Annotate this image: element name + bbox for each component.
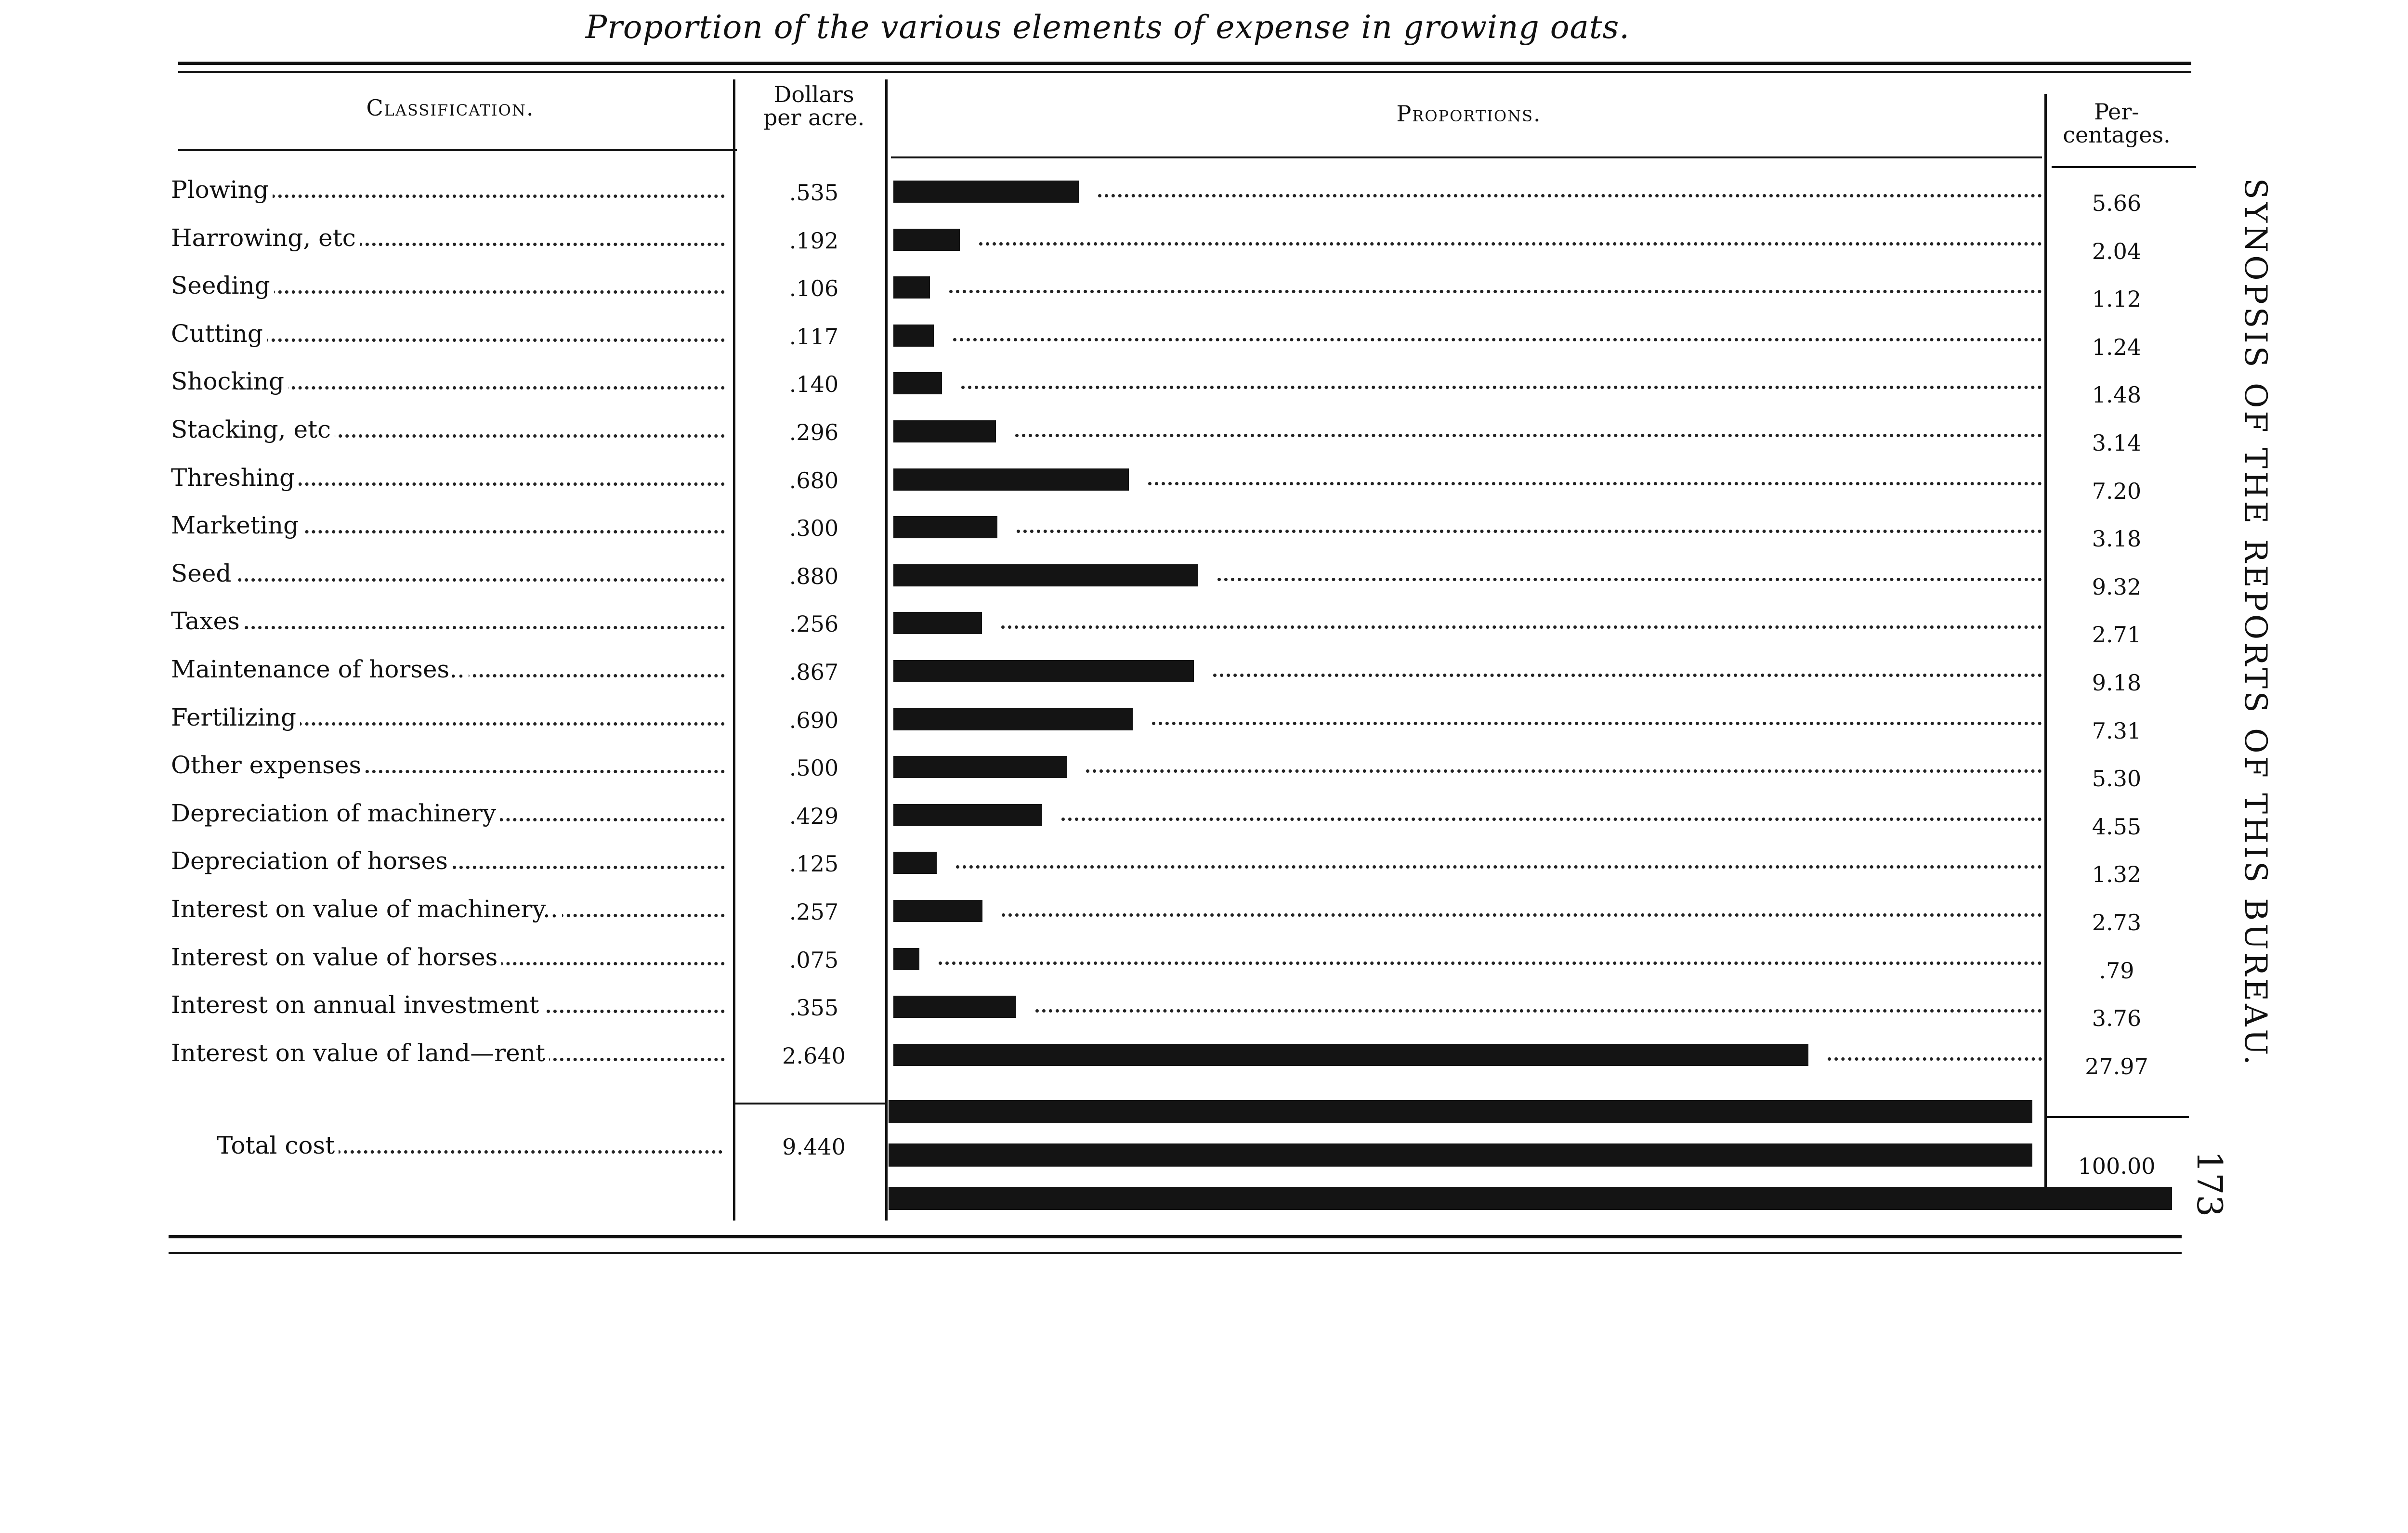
row-percent: 9.18	[2092, 670, 2142, 696]
row-label-text: Threshing	[171, 464, 299, 492]
row-dollars: .429	[789, 803, 839, 829]
header-rule-mid	[891, 156, 2042, 158]
data-bar	[893, 468, 1129, 491]
total-rule-dollars	[733, 1103, 885, 1104]
data-bar	[893, 181, 1079, 203]
row-dollars: .680	[789, 467, 839, 494]
header-dollars	[737, 83, 891, 129]
header-dollars-line2: per acre.	[763, 104, 865, 130]
total-label: Total cost	[217, 1131, 339, 1159]
bar-leader	[1001, 625, 2042, 629]
data-bar	[893, 804, 1042, 826]
row-percent: 2.73	[2092, 909, 2142, 935]
bar-leader	[1217, 578, 2042, 581]
row-percent: 1.12	[2092, 286, 2142, 312]
row-percent: .79	[2099, 957, 2134, 984]
page-number: 173	[2189, 1151, 2230, 1217]
data-bar	[893, 996, 1016, 1018]
row-label	[171, 559, 725, 588]
row-dollars: .300	[789, 515, 839, 542]
bar-leader	[953, 338, 2042, 341]
row-dollars: .256	[789, 611, 839, 637]
divider-dollars-left	[733, 79, 735, 1221]
row-label	[171, 416, 725, 444]
row-dollars: .075	[789, 947, 839, 973]
row-label-text: Marketing	[171, 511, 302, 539]
row-percent: 3.14	[2092, 430, 2142, 456]
row-percent: 27.97	[2085, 1053, 2148, 1079]
row-percent: 4.55	[2092, 813, 2142, 840]
data-bar	[893, 756, 1067, 778]
bar-leader	[1002, 913, 2042, 917]
row-label-text: Interest on value of horses	[171, 943, 501, 971]
row-percent: 5.30	[2092, 766, 2142, 792]
divider-percent-left	[2044, 94, 2047, 1192]
row-label-text: Maintenance of horses..	[171, 655, 469, 683]
row-dollars: .125	[789, 851, 839, 877]
chart-title: Proportion of the various elements of expense in growing oats.	[585, 9, 1630, 46]
row-label	[171, 1039, 725, 1068]
row-label	[171, 176, 725, 205]
row-percent: 7.20	[2092, 478, 2142, 504]
bar-leader	[979, 242, 2042, 246]
row-dollars: .867	[789, 659, 839, 685]
total-bar-segment	[889, 1187, 2172, 1210]
row-percent: 9.32	[2092, 573, 2142, 600]
header-percentages-line1: Per-	[2094, 99, 2139, 125]
data-bar	[893, 276, 930, 299]
data-bar	[893, 564, 1198, 586]
row-label	[171, 511, 725, 540]
row-label-text: Depreciation of horses	[171, 847, 452, 875]
row-dollars: .500	[789, 755, 839, 781]
side-title: SYNOPSIS OF THE REPORTS OF THIS BUREAU.	[2238, 178, 2273, 1068]
row-dollars: .106	[789, 275, 839, 302]
row-label-text: Shocking	[171, 367, 288, 395]
total-label-row	[217, 1131, 722, 1160]
data-bar	[893, 516, 997, 538]
header-classification: Classification.	[366, 95, 535, 121]
row-dollars: .140	[789, 371, 839, 398]
bar-leader	[1152, 722, 2042, 725]
top-rule-1	[178, 62, 2191, 65]
data-bar	[893, 229, 960, 251]
row-dollars: 2.640	[782, 1042, 846, 1069]
bottom-rule-1	[169, 1235, 2182, 1238]
row-dollars: .257	[789, 899, 839, 925]
bar-leader	[1828, 1057, 2042, 1061]
row-label	[171, 320, 725, 349]
bottom-rule-2	[169, 1252, 2182, 1254]
header-rule-right	[2052, 166, 2196, 168]
row-dollars: .535	[789, 180, 839, 206]
total-dollars: 9.440	[782, 1134, 846, 1160]
row-label-text: Harrowing, etc	[171, 224, 360, 252]
bar-leader	[1098, 194, 2042, 197]
row-label	[171, 895, 725, 924]
row-percent: 7.31	[2092, 717, 2142, 744]
row-label	[171, 991, 725, 1020]
row-percent: 3.18	[2092, 526, 2142, 552]
row-percent: 2.71	[2092, 622, 2142, 648]
bar-leader	[1213, 674, 2042, 677]
total-bar-segment	[889, 1143, 2032, 1167]
row-percent: 5.66	[2092, 190, 2142, 216]
total-percent: 100.00	[2078, 1153, 2156, 1179]
top-rule-2	[178, 71, 2191, 73]
data-bar	[893, 325, 934, 347]
row-label-text: Interest on annual investment	[171, 991, 543, 1019]
header-proportions: Proportions.	[1396, 101, 1542, 127]
row-percent: 2.04	[2092, 238, 2142, 264]
row-label	[171, 847, 725, 876]
header-percentages-line2: centages.	[2063, 122, 2171, 148]
row-dollars: .355	[789, 995, 839, 1021]
data-bar	[893, 660, 1194, 682]
row-label-text: Depreciation of machinery	[171, 799, 500, 827]
row-label	[171, 943, 725, 972]
row-label-leader	[171, 626, 725, 629]
row-label-text: Stacking, etc	[171, 416, 335, 443]
row-label	[171, 367, 725, 396]
bar-leader	[1015, 434, 2042, 437]
row-percent: 1.32	[2092, 861, 2142, 888]
data-bar	[893, 900, 982, 922]
row-label-text: Interest on value of land—rent	[171, 1039, 549, 1067]
bar-leader	[1017, 530, 2042, 533]
row-dollars: .690	[789, 707, 839, 733]
row-percent: 1.24	[2092, 334, 2142, 360]
row-label	[171, 607, 725, 636]
row-dollars: .192	[789, 227, 839, 254]
data-bar	[893, 852, 937, 874]
row-label-leader	[171, 578, 725, 582]
bar-leader	[949, 290, 2042, 293]
bar-leader	[1148, 482, 2042, 485]
total-bar-segment	[889, 1100, 2032, 1123]
bar-leader	[1035, 1009, 2042, 1013]
row-dollars: .296	[789, 419, 839, 445]
data-bar	[893, 372, 942, 394]
data-bar	[893, 420, 996, 442]
row-label-text: Taxes	[171, 607, 244, 635]
data-bar	[893, 708, 1133, 730]
row-label	[171, 272, 725, 300]
row-label-text: Seed	[171, 559, 235, 587]
row-label-text: Cutting	[171, 320, 267, 348]
total-rule-percent	[2044, 1116, 2189, 1118]
row-label-text: Other expenses	[171, 751, 365, 779]
row-percent: 1.48	[2092, 382, 2142, 408]
data-bar	[893, 1044, 1808, 1066]
header-dollars-line1: Dollars	[773, 81, 854, 107]
row-label	[171, 703, 725, 732]
row-label	[171, 799, 725, 828]
header-rule-left	[178, 149, 737, 151]
data-bar	[893, 948, 919, 970]
row-label	[171, 224, 725, 253]
bar-leader	[956, 865, 2042, 869]
bar-leader	[961, 386, 2042, 389]
bar-leader	[1086, 769, 2042, 773]
row-label-text: Plowing	[171, 176, 273, 204]
row-dollars: .880	[789, 563, 839, 589]
row-dollars: .117	[789, 323, 839, 350]
row-label-text: Seeding	[171, 272, 274, 299]
row-percent: 3.76	[2092, 1005, 2142, 1032]
header-percentages	[2052, 100, 2182, 146]
row-label	[171, 464, 725, 493]
bar-leader	[939, 961, 2042, 965]
data-bar	[893, 612, 982, 634]
bar-leader	[1061, 818, 2042, 821]
row-label	[171, 655, 725, 684]
row-label-text: Fertilizing	[171, 703, 300, 731]
row-label	[171, 751, 725, 780]
row-label-text: Interest on value of machinery..	[171, 895, 562, 923]
